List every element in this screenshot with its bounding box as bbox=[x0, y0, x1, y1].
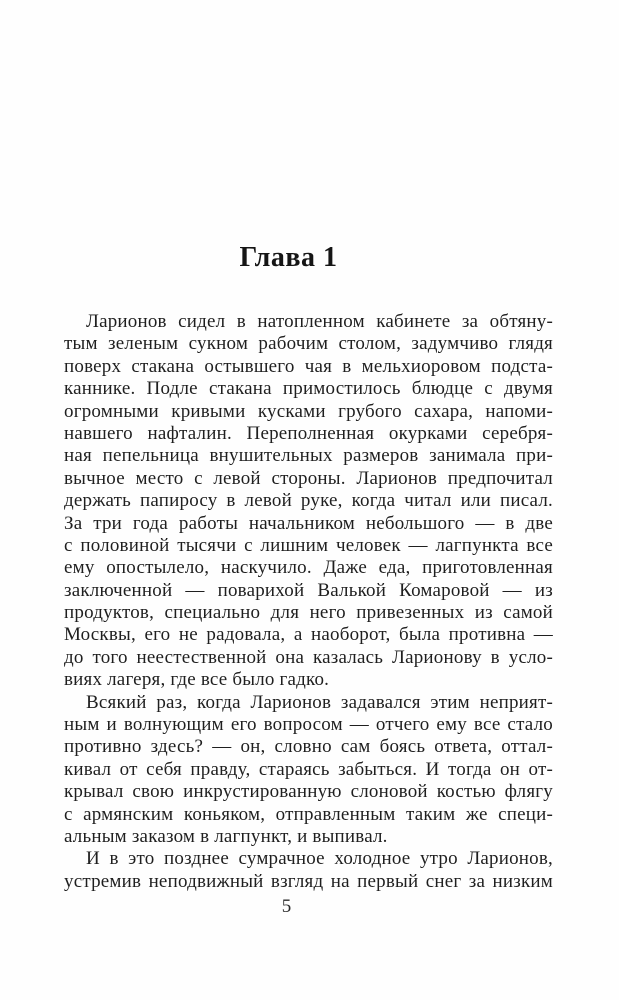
text-line: держать папиросу в левой руке, когда читал или писал. bbox=[64, 490, 553, 512]
text-line: ему опостылело, наскучило. Даже еда, приготовленная bbox=[64, 557, 553, 579]
text-line: устремив неподвижный взгляд на первый снег за низким bbox=[64, 870, 553, 892]
text-line: виях лагеря, где все было гадко. bbox=[64, 669, 330, 691]
text-line: крывал свою инкрустированную слоновой костью флягу bbox=[64, 781, 553, 803]
text-line: каннике. Подле стакана примостилось блюдце с двумя bbox=[64, 378, 553, 400]
text-line: Москвы, его не радовала, а наоборот, была противна — bbox=[64, 624, 553, 646]
text-line: заключенной — поварихой Валькой Комаровой — из bbox=[64, 579, 553, 601]
text-line: ная пепельница внушительных размеров занимала при- bbox=[64, 445, 553, 467]
text-line: И в это позднее сумрачное холодное утро Ларионов, bbox=[86, 848, 553, 870]
paragraph bbox=[64, 311, 553, 692]
text-line: огромными кривыми кусками грубого сахара, напоми- bbox=[64, 400, 553, 422]
text-line: ным и волнующим его вопросом — отчего ему все стало bbox=[64, 714, 553, 736]
page-number: 5 bbox=[281, 896, 292, 917]
paragraph bbox=[64, 692, 553, 849]
text-line: продуктов, специально для него привезенных из самой bbox=[64, 602, 553, 624]
text-line: Ларионов сидел в натопленном кабинете за обтяну- bbox=[86, 311, 553, 332]
text-line: альным заказом в лагпункт, и выпивал. bbox=[64, 825, 388, 847]
text-line: до того неестественной она казалась Ларионову в усло- bbox=[64, 646, 553, 668]
text-line: с половиной тысячи с лишним человек — лагпункта все bbox=[64, 534, 553, 556]
text-line: тым зеленым сукном рабочим столом, задумчиво глядя bbox=[64, 333, 553, 355]
text-line: с армянским коньяком, отправленным таким же специ- bbox=[64, 803, 553, 825]
text-line: Всякий раз, когда Ларионов задавался этим неприят- bbox=[86, 691, 553, 713]
text-line: навшего нафталин. Переполненная окурками серебря- bbox=[64, 422, 553, 444]
text-line: поверх стакана остывшего чая в мельхиоровом подста- bbox=[64, 355, 553, 377]
text-line: кивал от себя правду, стараясь забыться. И тогда он от- bbox=[64, 758, 553, 780]
text-line: За три года работы начальником небольшого — в две bbox=[64, 512, 553, 534]
chapter-heading: Глава 1 bbox=[239, 242, 338, 273]
paragraph bbox=[64, 848, 553, 893]
text-line: противно здесь? — он, словно сам боясь ответа, оттал- bbox=[64, 736, 553, 758]
text-block bbox=[64, 311, 553, 893]
text-line: вычное место с левой стороны. Ларионов предпочитал bbox=[64, 467, 553, 489]
